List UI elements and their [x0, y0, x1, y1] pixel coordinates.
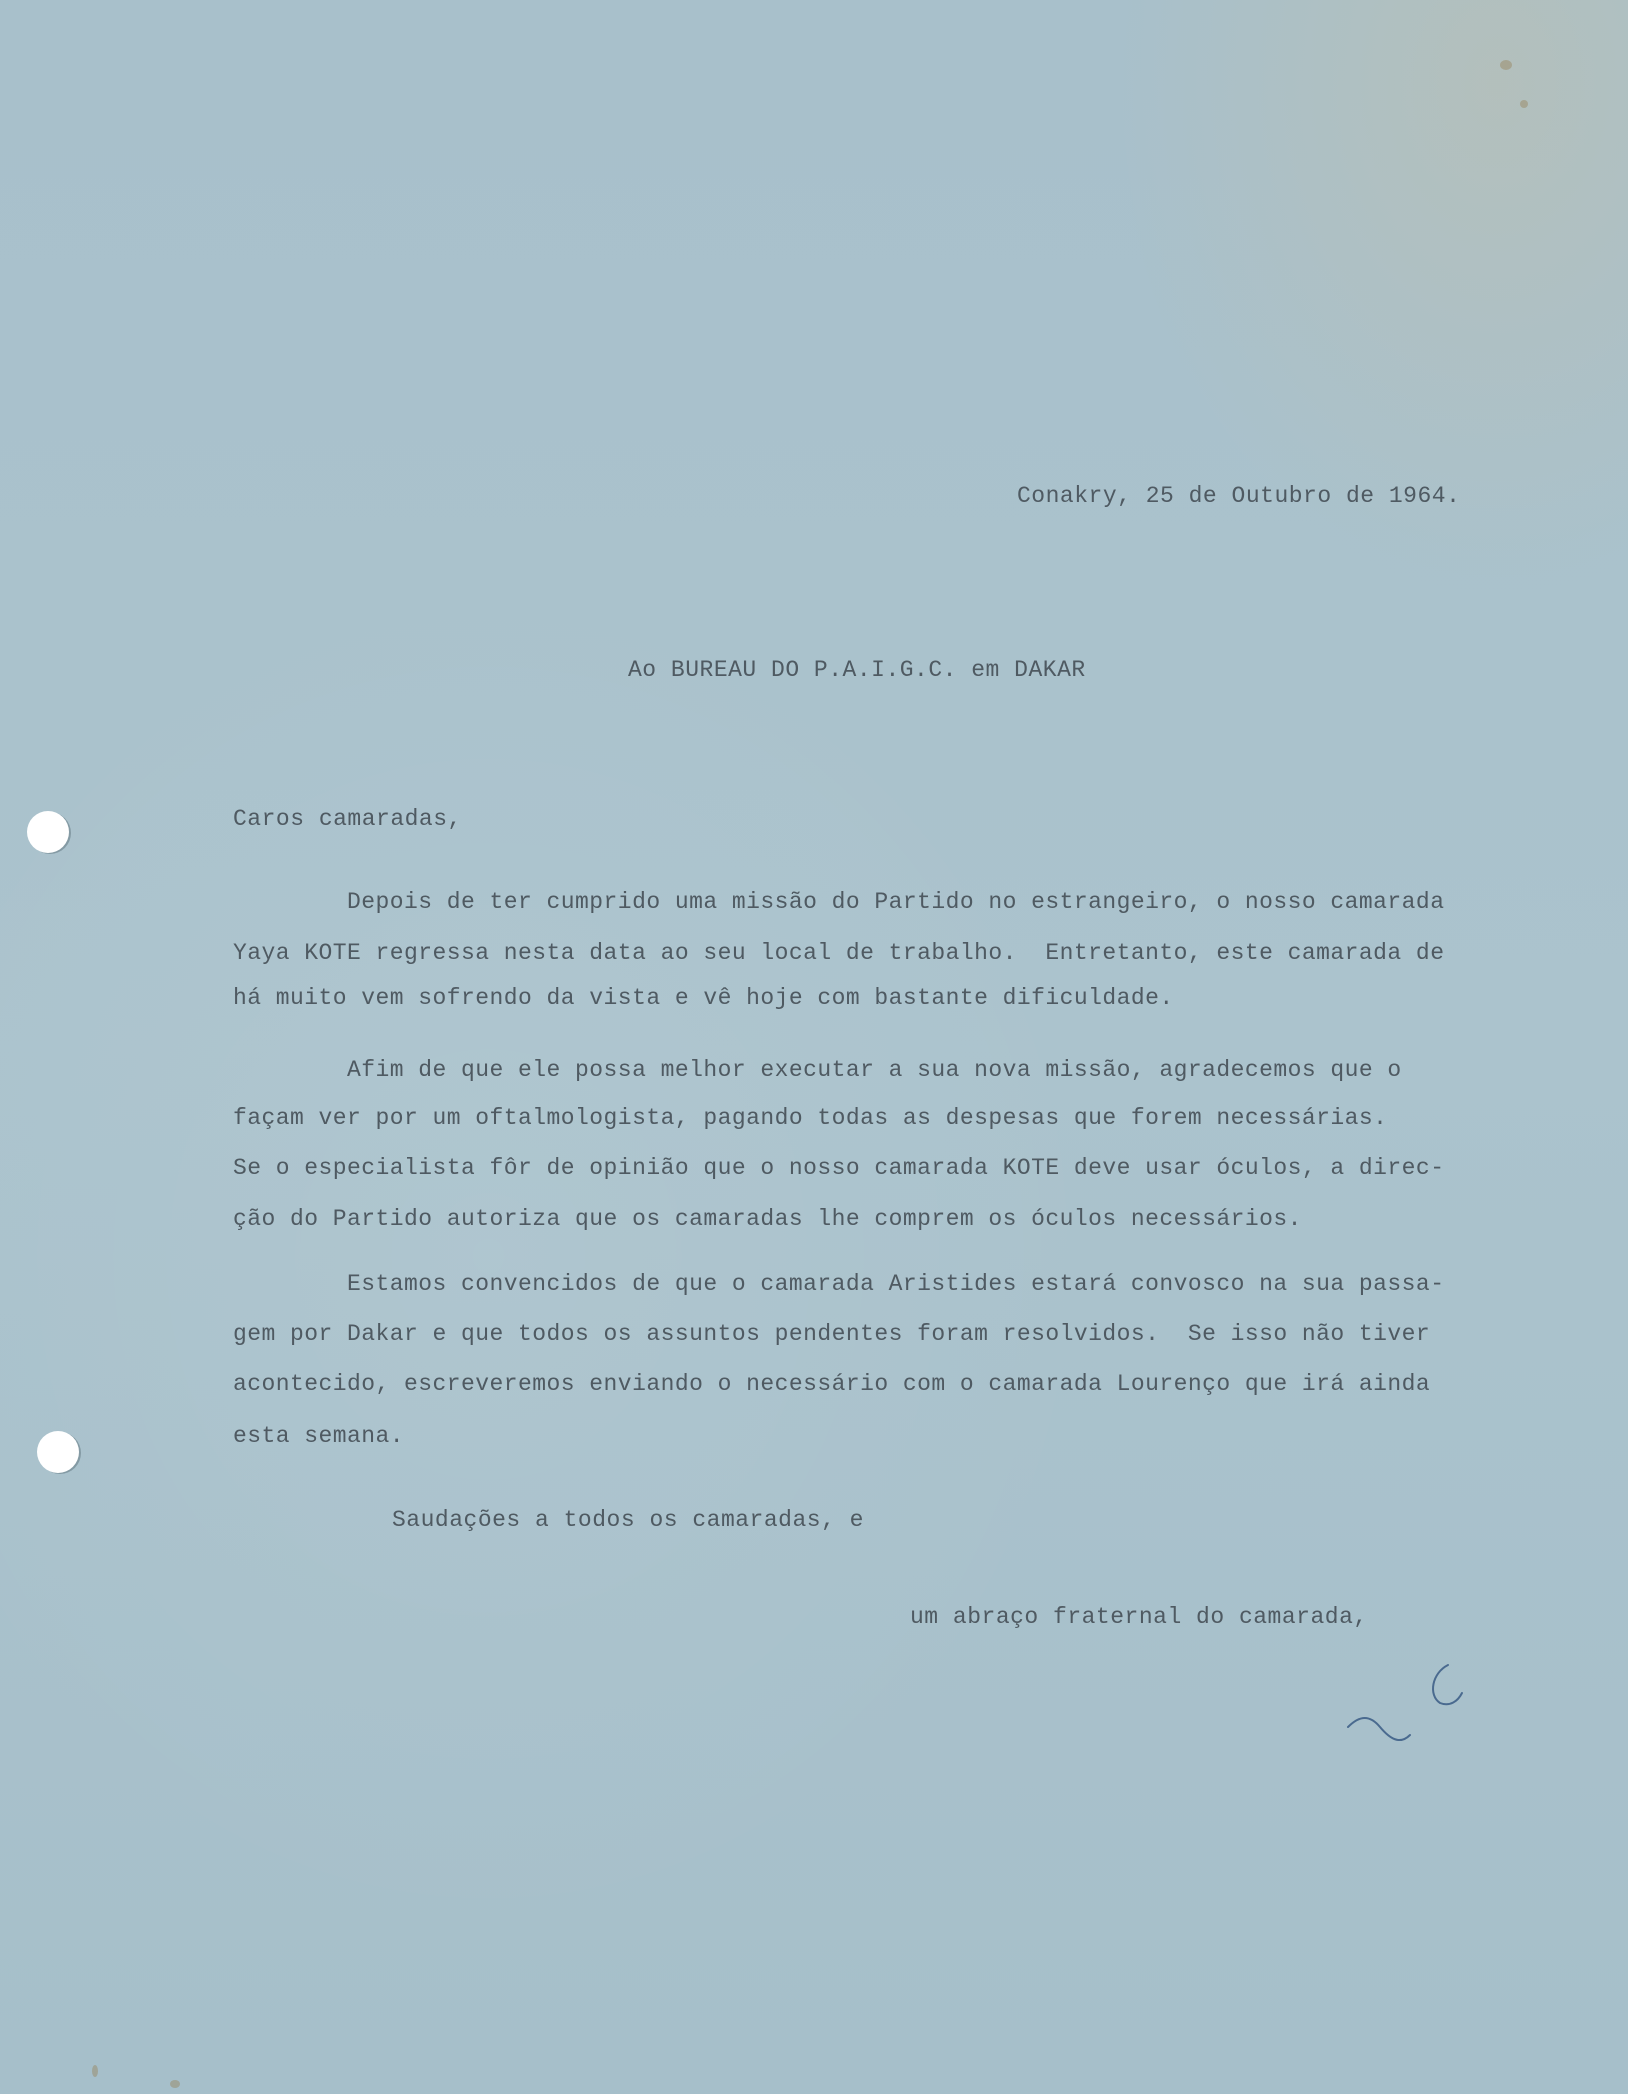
paragraph-line: há muito vem sofrendo da vista e vê hoje com bastante dificuldade.	[233, 985, 1174, 1011]
paragraph-line: esta semana.	[233, 1423, 405, 1449]
paragraph-line: Estamos convencidos de que o camarada Aristides estará convosco na sua passa-	[233, 1271, 1445, 1297]
greeting-line: Saudações a todos os camaradas, e	[392, 1507, 864, 1533]
salutation: Caros camaradas,	[233, 806, 462, 832]
paragraph-line: ção do Partido autoriza que os camaradas lhe comprem os óculos necessários.	[233, 1206, 1302, 1232]
stain-mark	[1500, 60, 1512, 70]
stain-mark	[92, 2065, 98, 2077]
paragraph-line: Depois de ter cumprido uma missão do Partido no estrangeiro, o nosso camarada	[233, 889, 1445, 915]
paragraph-line: façam ver por um oftalmologista, pagando todas as despesas que forem necessárias.	[233, 1105, 1388, 1131]
addressee-line: Ao BUREAU DO P.A.I.G.C. em DAKAR	[628, 657, 1086, 683]
paragraph-line: Yaya KOTE regressa nesta data ao seu local de trabalho. Entretanto, este camarada de	[233, 940, 1445, 966]
closing-line: um abraço fraternal do camarada,	[910, 1604, 1368, 1630]
punch-hole-top	[27, 811, 69, 853]
punch-hole-bottom	[37, 1431, 79, 1473]
paragraph-line: acontecido, escreveremos enviando o necessário com o camarada Lourenço que irá ainda	[233, 1371, 1431, 1397]
paragraph-line: Se o especialista fôr de opinião que o nosso camarada KOTE deve usar óculos, a direc-	[233, 1155, 1445, 1181]
paragraph-line: Afim de que ele possa melhor executar a sua nova missão, agradecemos que o	[233, 1057, 1402, 1083]
paragraph-line: gem por Dakar e que todos os assuntos pendentes foram resolvidos. Se isso não tiver	[233, 1321, 1431, 1347]
stain-mark	[170, 2080, 180, 2088]
signature-mark	[1340, 1655, 1500, 1765]
place-date-line: Conakry, 25 de Outubro de 1964.	[1017, 483, 1461, 509]
stain-mark	[1520, 100, 1528, 108]
